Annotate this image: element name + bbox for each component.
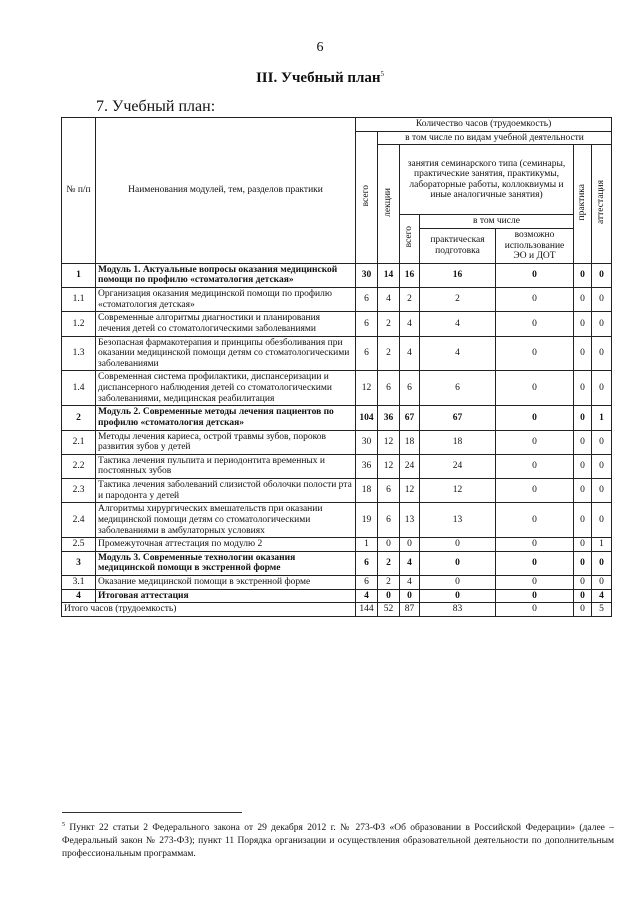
footnote-text: Пункт 22 статьи 2 Федерального закона от 29 декабря 2012 г. № 273-ФЗ «Об образовании в Российской Федерации» (далее – Федеральный закон № 273-ФЗ); пункт 11 Порядка организации и осуществления образовательной деятельности по дополнительным профессиональным программам. <box>62 823 614 859</box>
header-sem-total <box>400 215 420 264</box>
cell-practice: 0 <box>574 454 592 478</box>
cell-lec: 4 <box>378 288 400 312</box>
cell-att: 4 <box>592 589 612 603</box>
cell-practice: 0 <box>574 336 592 371</box>
table-row <box>62 371 612 406</box>
cell-practice: 0 <box>574 576 592 590</box>
section-title-text: III. Учебный план <box>255 70 381 86</box>
cell-prac: 16 <box>420 263 496 287</box>
table-row <box>62 538 612 552</box>
cell-sem: 0 <box>400 538 420 552</box>
cell-practice: 0 <box>574 503 592 538</box>
cell-practice: 0 <box>574 288 592 312</box>
cell-sem: 4 <box>400 551 420 575</box>
cell-name: Промежуточная аттестация по модулю 2 <box>96 538 356 552</box>
cell-prac: 6 <box>420 371 496 406</box>
cell-eo: 0 <box>496 589 574 603</box>
cell-eo: 0 <box>496 312 574 336</box>
cell-sem: 16 <box>400 263 420 287</box>
cell-lec: 14 <box>378 263 400 287</box>
header-lectures <box>378 145 400 264</box>
cell-num: 2.4 <box>62 503 96 538</box>
cell-practice: 0 <box>574 479 592 503</box>
cell-att: 0 <box>592 503 612 538</box>
cell-sem: 4 <box>400 336 420 371</box>
cell-lec: 12 <box>378 454 400 478</box>
cell-att: 0 <box>592 263 612 287</box>
cell-lec: 2 <box>378 551 400 575</box>
cell-total: 19 <box>356 503 378 538</box>
cell-sem: 67 <box>400 406 420 430</box>
header-practical: практическая подготовка <box>420 228 496 263</box>
cell-eo: 0 <box>496 551 574 575</box>
cell-prac: 18 <box>420 430 496 454</box>
total-label: Итого часов (трудоемкость) <box>62 603 356 617</box>
cell-num: 2.5 <box>62 538 96 552</box>
cell-prac: 4 <box>420 336 496 371</box>
cell-att: 1 <box>592 538 612 552</box>
cell-att: 0 <box>592 551 612 575</box>
cell-num: 3.1 <box>62 576 96 590</box>
cell-num: 1.2 <box>62 312 96 336</box>
table-row <box>62 589 612 603</box>
cell-total: 6 <box>356 576 378 590</box>
cell-att: 0 <box>592 454 612 478</box>
cell-lec: 2 <box>378 312 400 336</box>
cell-practice: 0 <box>574 312 592 336</box>
cell-total: 6 <box>356 288 378 312</box>
cell-total: 4 <box>356 589 378 603</box>
cell-name: Модуль 3. Современные технологии оказания медицинской помощи в экстренной форме <box>96 551 356 575</box>
cell-num: 2 <box>62 406 96 430</box>
cell-name: Алгоритмы хирургических вмешательств при оказании медицинской помощи детям со стоматологическими заболеваниями в амбулаторных условиях <box>96 503 356 538</box>
cell-att: 1 <box>592 406 612 430</box>
cell-lec: 6 <box>378 503 400 538</box>
total-cell-total: 144 <box>356 603 378 617</box>
cell-lec: 0 <box>378 538 400 552</box>
curriculum-table <box>61 117 612 617</box>
table-row <box>62 430 612 454</box>
cell-eo: 0 <box>496 430 574 454</box>
header-distance: возможно использование ЭО и ДОТ <box>496 228 574 263</box>
cell-practice: 0 <box>574 430 592 454</box>
cell-name: Современные алгоритмы диагностики и планирования лечения детей со стоматологическими заболеваниями <box>96 312 356 336</box>
cell-sem: 18 <box>400 430 420 454</box>
cell-num: 3 <box>62 551 96 575</box>
cell-att: 0 <box>592 312 612 336</box>
cell-total: 30 <box>356 430 378 454</box>
cell-num: 2.1 <box>62 430 96 454</box>
cell-practice: 0 <box>574 406 592 430</box>
header-num: № п/п <box>62 118 96 264</box>
cell-eo: 0 <box>496 406 574 430</box>
cell-prac: 2 <box>420 288 496 312</box>
cell-att: 0 <box>592 430 612 454</box>
cell-att: 0 <box>592 371 612 406</box>
cell-eo: 0 <box>496 288 574 312</box>
total-row <box>62 603 612 617</box>
cell-lec: 12 <box>378 430 400 454</box>
cell-att: 0 <box>592 576 612 590</box>
cell-total: 6 <box>356 336 378 371</box>
header-attestation <box>592 145 612 264</box>
cell-num: 2.3 <box>62 479 96 503</box>
cell-num: 4 <box>62 589 96 603</box>
table-row <box>62 454 612 478</box>
cell-prac: 67 <box>420 406 496 430</box>
total-cell-practice: 0 <box>574 603 592 617</box>
cell-sem: 12 <box>400 479 420 503</box>
cell-practice: 0 <box>574 589 592 603</box>
table-row <box>62 288 612 312</box>
section-title <box>0 70 640 87</box>
cell-name: Безопасная фармакотерапия и принципы обезболивания при оказании медицинской помощи детям со стоматологическими заболеваниями <box>96 336 356 371</box>
cell-num: 1.4 <box>62 371 96 406</box>
header-seminar: занятия семинарского типа (семинары, практические занятия, практикумы, лабораторные работы, коллоквиумы и иные аналогичные занятия) <box>400 145 574 215</box>
header-sem-total-text: всего <box>404 226 415 248</box>
cell-prac: 4 <box>420 312 496 336</box>
cell-sem: 2 <box>400 288 420 312</box>
cell-prac: 0 <box>420 538 496 552</box>
subheading: 7. Учебный план: <box>96 98 216 115</box>
cell-lec: 36 <box>378 406 400 430</box>
total-cell-eo: 0 <box>496 603 574 617</box>
total-cell-prac: 83 <box>420 603 496 617</box>
cell-eo: 0 <box>496 479 574 503</box>
cell-name: Тактика лечения заболеваний слизистой оболочки полости рта и пародонта у детей <box>96 479 356 503</box>
cell-eo: 0 <box>496 576 574 590</box>
cell-total: 6 <box>356 551 378 575</box>
cell-lec: 6 <box>378 479 400 503</box>
cell-lec: 2 <box>378 336 400 371</box>
cell-lec: 2 <box>378 576 400 590</box>
header-total <box>356 131 378 263</box>
header-lectures-text: лекции <box>383 187 394 217</box>
cell-name: Тактика лечения пульпита и периодонтита временных и постоянных зубов <box>96 454 356 478</box>
cell-name: Оказание медицинской помощи в экстренной форме <box>96 576 356 590</box>
cell-name: Модуль 1. Актуальные вопросы оказания медицинской помощи по профилю «стоматология детская» <box>96 263 356 287</box>
cell-sem: 4 <box>400 576 420 590</box>
total-cell-lec: 52 <box>378 603 400 617</box>
cell-num: 1.3 <box>62 336 96 371</box>
header-practice <box>574 145 592 264</box>
header-hours: Количество часов (трудоемкость) <box>356 118 612 132</box>
cell-name: Методы лечения кариеса, острой травмы зубов, пороков развития зубов у детей <box>96 430 356 454</box>
cell-total: 30 <box>356 263 378 287</box>
cell-sem: 13 <box>400 503 420 538</box>
header-including-types: в том числе по видам учебной деятельности <box>378 131 612 145</box>
cell-att: 0 <box>592 479 612 503</box>
cell-sem: 6 <box>400 371 420 406</box>
table-row <box>62 479 612 503</box>
cell-eo: 0 <box>496 371 574 406</box>
cell-name: Современная система профилактики, диспансеризации и диспансерного наблюдения детей со стоматологическими заболеваниями, медицинская реабилитация <box>96 371 356 406</box>
footnote-mark: 5 <box>62 822 65 828</box>
header-including: в том числе <box>420 215 574 229</box>
table-row <box>62 406 612 430</box>
cell-practice: 0 <box>574 263 592 287</box>
cell-total: 12 <box>356 371 378 406</box>
cell-practice: 0 <box>574 371 592 406</box>
cell-num: 2.2 <box>62 454 96 478</box>
table-row <box>62 576 612 590</box>
cell-sem: 4 <box>400 312 420 336</box>
header-name: Наименования модулей, тем, разделов практики <box>96 118 356 264</box>
cell-prac: 24 <box>420 454 496 478</box>
cell-lec: 6 <box>378 371 400 406</box>
total-cell-att: 5 <box>592 603 612 617</box>
cell-eo: 0 <box>496 538 574 552</box>
cell-eo: 0 <box>496 263 574 287</box>
cell-total: 1 <box>356 538 378 552</box>
cell-total: 18 <box>356 479 378 503</box>
cell-total: 104 <box>356 406 378 430</box>
cell-sem: 0 <box>400 589 420 603</box>
header-total-text: всего <box>361 184 372 207</box>
table-row <box>62 503 612 538</box>
cell-practice: 0 <box>574 538 592 552</box>
cell-num: 1 <box>62 263 96 287</box>
total-cell-sem: 87 <box>400 603 420 617</box>
header-practice-text: практика <box>577 183 588 221</box>
cell-att: 0 <box>592 336 612 371</box>
cell-name: Итоговая аттестация <box>96 589 356 603</box>
cell-prac: 12 <box>420 479 496 503</box>
cell-prac: 0 <box>420 551 496 575</box>
cell-total: 36 <box>356 454 378 478</box>
cell-sem: 24 <box>400 454 420 478</box>
cell-eo: 0 <box>496 503 574 538</box>
page-number: 6 <box>316 40 324 55</box>
cell-eo: 0 <box>496 454 574 478</box>
footnote-reference: 5 <box>380 70 385 78</box>
footnote-divider <box>62 812 242 813</box>
cell-practice: 0 <box>574 551 592 575</box>
cell-total: 6 <box>356 312 378 336</box>
cell-att: 0 <box>592 288 612 312</box>
table-row <box>62 312 612 336</box>
cell-prac: 0 <box>420 576 496 590</box>
cell-name: Организация оказания медицинской помощи по профилю «стоматология детская» <box>96 288 356 312</box>
table-row <box>62 336 612 371</box>
footnote <box>62 821 614 861</box>
cell-eo: 0 <box>496 336 574 371</box>
cell-prac: 13 <box>420 503 496 538</box>
cell-name: Модуль 2. Современные методы лечения пациентов по профилю «стоматология детская» <box>96 406 356 430</box>
cell-lec: 0 <box>378 589 400 603</box>
cell-num: 1.1 <box>62 288 96 312</box>
cell-prac: 0 <box>420 589 496 603</box>
header-attestation-text: аттестация <box>596 180 607 225</box>
table-row <box>62 263 612 287</box>
table-row <box>62 551 612 575</box>
